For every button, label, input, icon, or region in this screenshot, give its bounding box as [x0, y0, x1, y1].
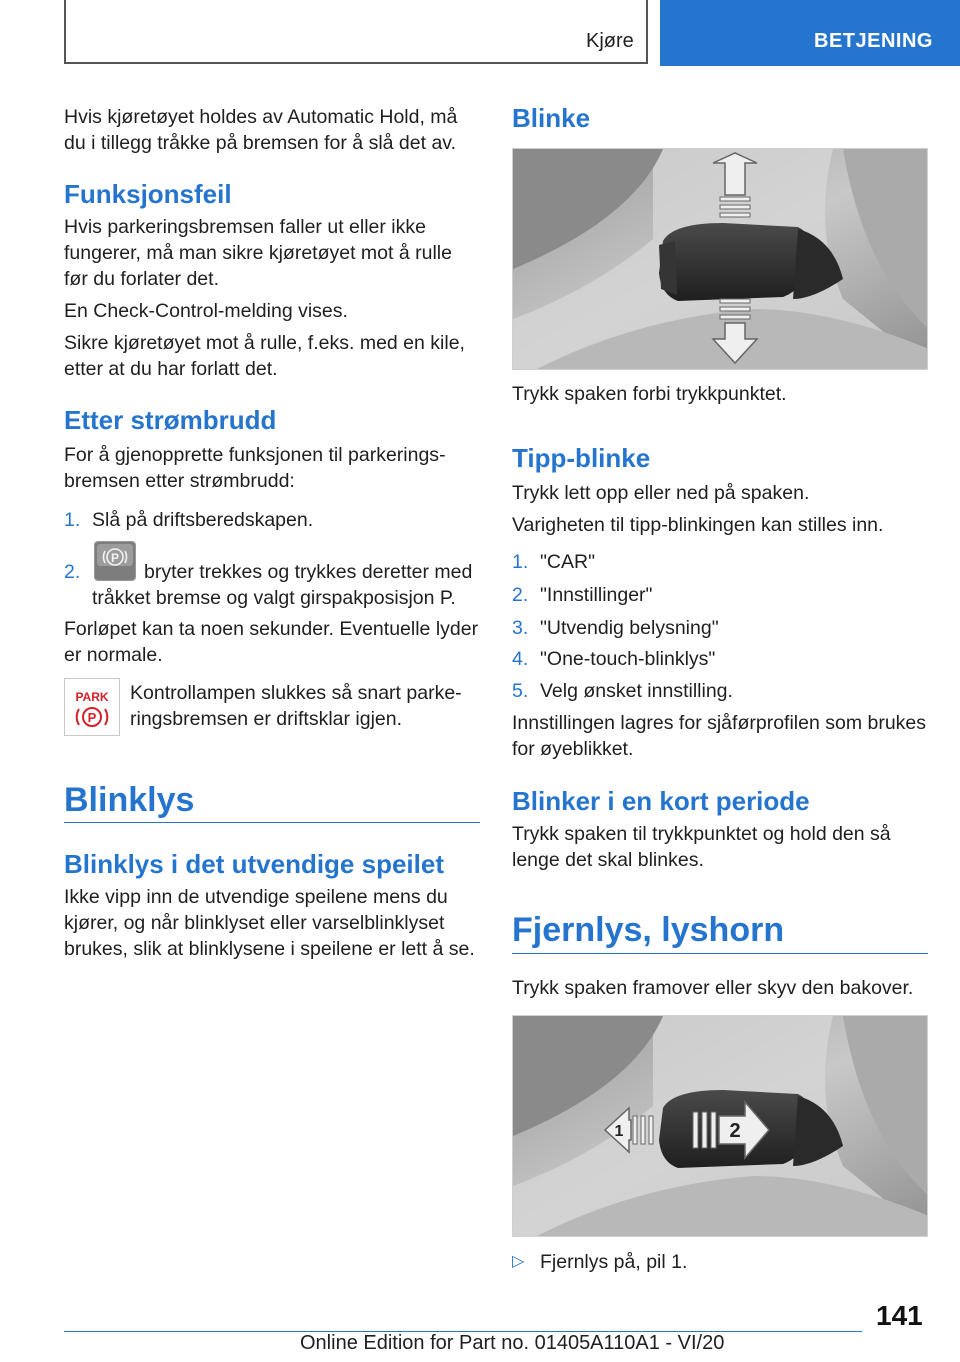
tipp-blinke-heading: Tipp-blinke	[512, 443, 651, 473]
tipp-step-1-text: "CAR"	[540, 551, 596, 573]
header-section: Kjøre	[586, 30, 634, 52]
highbeam-bullet-text: Fjernlys på, pil 1.	[540, 1251, 688, 1273]
svg-text:P: P	[110, 551, 120, 565]
turn-signal-lever-photo	[512, 148, 928, 370]
highbeam-heading: Fjernlys, lyshorn	[512, 911, 785, 949]
power-failure-note: Forløpet kan ta noen sekunder. Eventuelle lyder er normale.	[64, 618, 479, 666]
step-2-number: 2.	[64, 561, 81, 583]
highbeam-bullet	[512, 1249, 928, 1275]
header-frame	[64, 0, 648, 64]
tipp-step-2-text: "Innstillinger"	[540, 584, 653, 606]
tipp-step-2-number: 2.	[512, 584, 529, 606]
step-2-text: bryter trekkes og trykkes deretter med tråkket bremse og valgt girspakposisjon P.	[92, 561, 473, 609]
arrow-1-label: 1	[614, 1123, 624, 1140]
tipp-text-2: Varigheten til tipp-blinkingen kan stilles inn.	[512, 514, 884, 536]
tipp-step-4-text: "One-touch-blinklys"	[540, 648, 716, 670]
header-chapter-label: BETJENING	[814, 30, 933, 52]
tipp-text-1: Trykk lett opp eller ned på spaken.	[512, 482, 810, 504]
tipp-step-5-number: 5.	[512, 680, 529, 702]
highbeam-lever-photo	[512, 1015, 928, 1237]
tipp-step-3-text: "Utvendig belysning"	[540, 617, 719, 639]
mirror-signals-heading: Blinklys i det utvendige speilet	[64, 849, 444, 879]
malfunction-heading: Funksjonsfeil	[64, 179, 232, 209]
blinke-caption: Trykk spaken forbi trykkpunktet.	[512, 383, 787, 405]
mirror-signals-text: Ikke vipp inn de utvendige speilene mens du kjører, og når blinklyset eller varselblinklyset brukes, slik at blinklysene i speilene er lett å se.	[64, 886, 475, 960]
tipp-after-text: Innstillingen lagres for sjåførprofilen som brukes for øyeblikket.	[512, 712, 927, 760]
turn-signals-rule	[64, 822, 480, 823]
tipp-step-3-number: 3.	[512, 617, 529, 639]
park-indicator-icon	[64, 678, 120, 736]
malfunction-text-1: Hvis parkeringsbremsen faller ut eller ikke fungerer, må man sikre kjøretøyet mot å rulle før du forlater det.	[64, 216, 452, 290]
power-failure-heading: Etter strømbrudd	[64, 405, 277, 435]
malfunction-text-3: Sikre kjøretøyet mot å rulle, f.eks. med en kile, etter at du har forlatt det.	[64, 332, 465, 380]
tipp-step-4-number: 4.	[512, 648, 529, 670]
indicator-text: Kontrollampen slukkes så snart parkeringsbremsen er driftsklar igjen.	[130, 682, 462, 730]
malfunction-text-2: En Check-Control-melding vises.	[64, 300, 348, 322]
short-blink-text: Trykk spaken til trykkpunktet og hold den så lenge det skal blinkes.	[512, 823, 891, 871]
arrow-2-label: 2	[729, 1120, 741, 1142]
tipp-step-1-number: 1.	[512, 551, 529, 573]
step-1-text: Slå på driftsberedskapen.	[92, 509, 314, 531]
bullet-marker: ▷	[512, 1253, 525, 1270]
short-blink-heading: Blinker i en kort periode	[512, 786, 810, 816]
tipp-step-5-text: Velg ønsket innstilling.	[540, 680, 733, 702]
step-2	[64, 551, 480, 615]
automatic-hold-note: Hvis kjøretøyet holdes av Automatic Hold, må du i tillegg tråkke på bremsen for å slå det av.	[64, 106, 458, 154]
park-indicator-label: PARK	[75, 690, 109, 704]
highbeam-rule	[512, 953, 928, 954]
page-number: 141	[876, 1300, 923, 1331]
turn-signals-heading: Blinklys	[64, 781, 195, 819]
footer-edition: Online Edition for Part no. 01405A110A1 - VI/20	[300, 1332, 725, 1354]
highbeam-text: Trykk spaken framover eller skyv den bakover.	[512, 977, 914, 999]
svg-text:P: P	[87, 710, 97, 725]
step-1-number: 1.	[64, 509, 81, 531]
header-chapter-tab	[660, 0, 960, 66]
power-failure-intro: For å gjenopprette funksjonen til parkeringsbremsen etter strømbrudd:	[64, 444, 446, 492]
blinke-heading: Blinke	[512, 103, 591, 133]
